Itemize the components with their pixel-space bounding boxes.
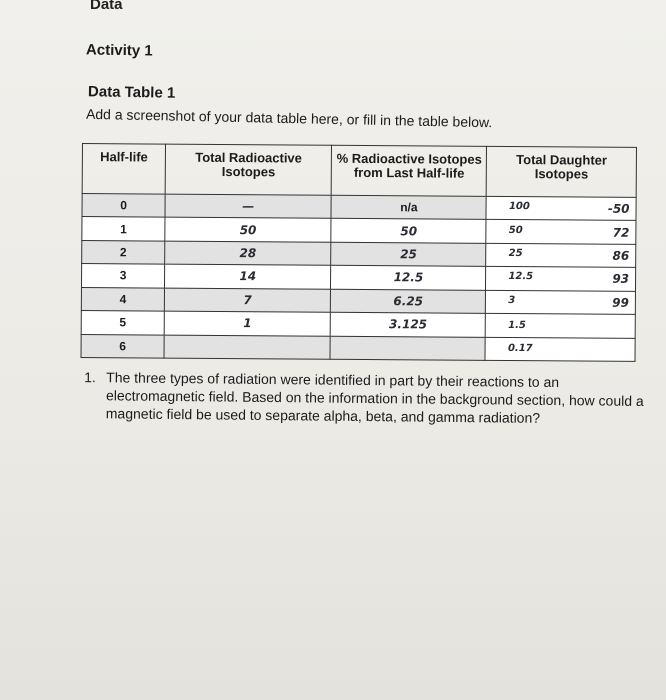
- cell-percent[interactable]: 50: [331, 219, 486, 244]
- data-table: [80, 143, 636, 362]
- daughter-right-note: 99: [612, 295, 629, 310]
- data-table-container: [80, 143, 636, 362]
- cell-total-radioactive[interactable]: 28: [165, 241, 331, 266]
- cell-daughter[interactable]: [486, 267, 636, 291]
- daughter-left-note: 50: [508, 224, 523, 236]
- daughter-left-note: 100: [508, 201, 530, 213]
- cell-half-life: 4: [81, 287, 164, 311]
- cell-daughter[interactable]: [486, 313, 636, 337]
- cell-percent[interactable]: [330, 336, 485, 361]
- cell-half-life: 2: [82, 240, 165, 264]
- cell-half-life: 1: [82, 217, 165, 241]
- cell-half-life: 6: [81, 334, 164, 358]
- question-text: The three types of radiation were identified in part by their reactions to an electromagnetic field. Based on the information in the background section, how could a magnetic field be used to separate alpha, beta, and gamma radiation?: [105, 369, 644, 426]
- cell-half-life: 0: [82, 194, 165, 218]
- cell-total-radioactive[interactable]: 7: [164, 288, 330, 313]
- cell-percent[interactable]: 3.125: [330, 312, 485, 337]
- daughter-right-note: 72: [612, 225, 630, 240]
- daughter-left-note: 12.5: [508, 271, 534, 283]
- section-title: Data: [90, 0, 123, 13]
- activity-title: Activity 1: [85, 41, 153, 60]
- cell-daughter[interactable]: [486, 196, 636, 220]
- header-percent-radioactive: % Radioactive Isotopes from Last Half-life: [331, 145, 486, 196]
- cell-total-radioactive[interactable]: —: [165, 194, 331, 219]
- cell-percent[interactable]: 12.5: [331, 266, 486, 291]
- daughter-left-note: 1.5: [508, 319, 526, 331]
- daughter-right-note: -50: [607, 201, 630, 217]
- cell-percent[interactable]: 25: [331, 242, 486, 267]
- cell-percent[interactable]: 6.25: [331, 289, 486, 314]
- daughter-right-note: 93: [612, 272, 630, 287]
- daughter-left-note: 3: [508, 294, 516, 306]
- data-table-title: Data Table 1: [87, 83, 176, 102]
- cell-percent[interactable]: n/a: [331, 195, 486, 220]
- header-half-life: Half-life: [82, 144, 165, 195]
- cell-daughter[interactable]: [486, 290, 636, 314]
- cell-total-radioactive[interactable]: [164, 335, 330, 360]
- cell-daughter[interactable]: [486, 220, 636, 244]
- question-number: 1.: [84, 369, 96, 386]
- question-1: [84, 368, 645, 428]
- cell-total-radioactive[interactable]: 14: [165, 264, 331, 289]
- daughter-left-note: 0.17: [507, 343, 533, 355]
- cell-daughter[interactable]: [486, 243, 636, 267]
- cell-half-life: 3: [81, 264, 164, 288]
- cell-half-life: 5: [81, 311, 164, 335]
- daughter-left-note: 25: [508, 248, 523, 260]
- cell-total-radioactive[interactable]: 1: [164, 311, 330, 336]
- table-row: [81, 334, 635, 361]
- header-total-daughter: Total Daughter Isotopes: [487, 146, 637, 197]
- daughter-right-note: 86: [612, 248, 630, 263]
- instruction-text: Add a screenshot of your data table here, or fill in the table below.: [85, 105, 493, 131]
- cell-total-radioactive[interactable]: 50: [165, 218, 331, 243]
- header-total-radioactive: Total Radioactive Isotopes: [165, 144, 332, 195]
- cell-daughter[interactable]: [485, 337, 635, 362]
